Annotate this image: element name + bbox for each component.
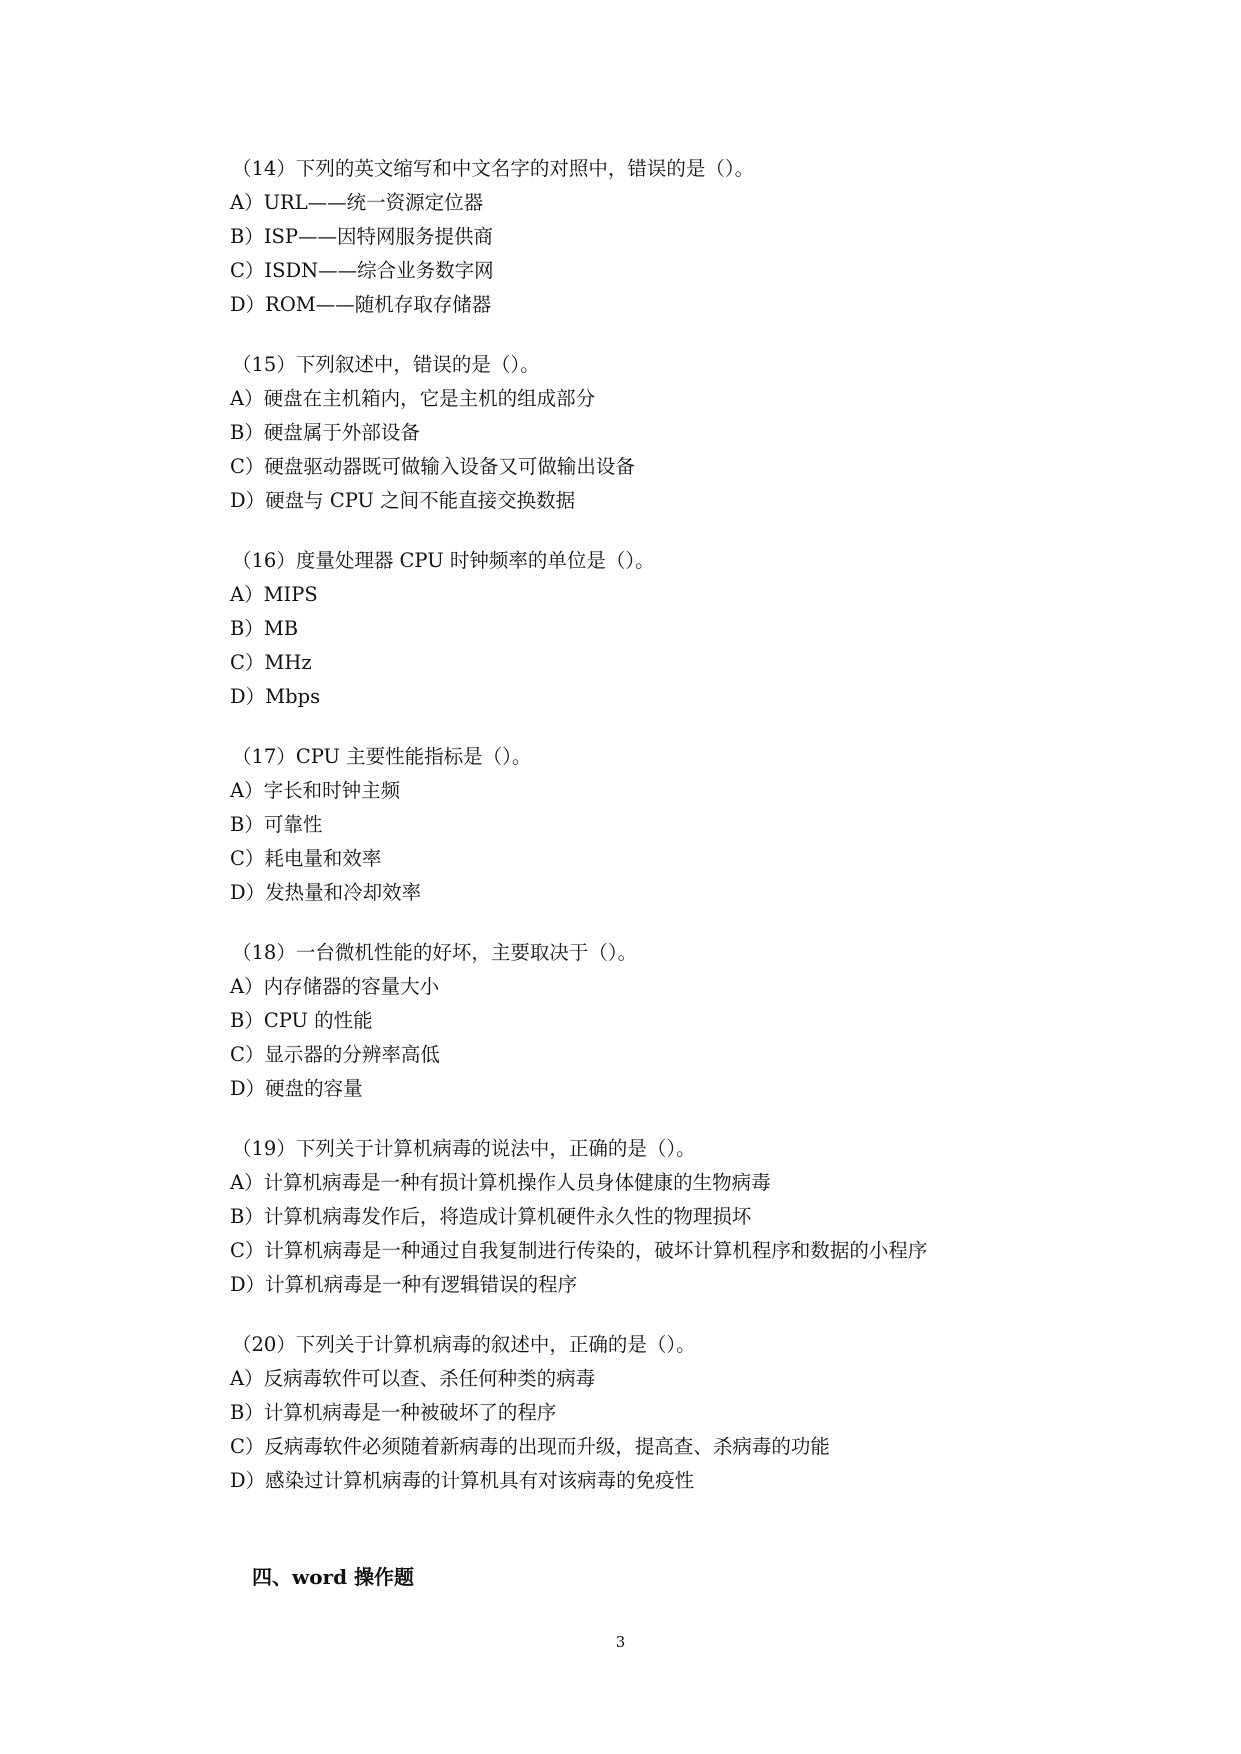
option-a: A）内存储器的容量大小 xyxy=(230,975,440,998)
question-14 xyxy=(230,152,1130,322)
option-d: D）硬盘的容量 xyxy=(230,1077,363,1100)
question-list xyxy=(230,152,1130,1524)
question-text: （15）下列叙述中，错误的是（）。 xyxy=(232,353,540,376)
question-17 xyxy=(230,740,1130,910)
question-text: （17）CPU 主要性能指标是（）。 xyxy=(232,745,532,768)
option-c: C）耗电量和效率 xyxy=(230,847,382,870)
section-heading: 四、word 操作题 xyxy=(252,1565,415,1589)
question-text: （14）下列的英文缩写和中文名字的对照中，错误的是（）。 xyxy=(232,157,755,180)
question-text: （20）下列关于计算机病毒的叙述中，正确的是（）。 xyxy=(232,1333,696,1356)
option-c: C）ISDN——综合业务数字网 xyxy=(230,259,494,282)
option-c: C）反病毒软件必须随着新病毒的出现而升级，提高查、杀病毒的功能 xyxy=(230,1435,830,1458)
option-d: D）感染过计算机病毒的计算机具有对该病毒的免疫性 xyxy=(230,1469,695,1492)
option-a: A）反病毒软件可以查、杀任何种类的病毒 xyxy=(230,1367,596,1390)
option-d: D）Mbps xyxy=(230,685,321,708)
option-d: D）计算机病毒是一种有逻辑错误的程序 xyxy=(230,1273,578,1296)
option-a: A）字长和时钟主频 xyxy=(230,779,401,802)
option-a: A）MIPS xyxy=(230,583,318,606)
option-b: B）ISP——因特网服务提供商 xyxy=(230,225,494,248)
option-b: B）CPU 的性能 xyxy=(230,1009,373,1032)
option-c: C）MHz xyxy=(230,651,312,674)
question-text: （18）一台微机性能的好坏，主要取决于（）。 xyxy=(232,941,638,964)
option-a: A）计算机病毒是一种有损计算机操作人员身体健康的生物病毒 xyxy=(230,1171,771,1194)
option-b: B）MB xyxy=(230,617,299,640)
question-text: （16）度量处理器 CPU 时钟频率的单位是（）。 xyxy=(232,549,655,572)
option-b: B）可靠性 xyxy=(230,813,323,836)
option-b: B）硬盘属于外部设备 xyxy=(230,421,420,444)
question-20 xyxy=(230,1328,1130,1498)
option-a: A）硬盘在主机箱内，它是主机的组成部分 xyxy=(230,387,596,410)
option-a: A）URL——统一资源定位器 xyxy=(230,191,484,214)
option-c: C）显示器的分辨率高低 xyxy=(230,1043,440,1066)
question-text: （19）下列关于计算机病毒的说法中，正确的是（）。 xyxy=(232,1137,696,1160)
option-d: D）发热量和冷却效率 xyxy=(230,881,422,904)
question-19 xyxy=(230,1132,1130,1302)
question-15 xyxy=(230,348,1130,518)
option-d: D）硬盘与 CPU 之间不能直接交换数据 xyxy=(230,489,576,512)
question-16 xyxy=(230,544,1130,714)
option-b: B）计算机病毒是一种被破坏了的程序 xyxy=(230,1401,557,1424)
option-c: C）硬盘驱动器既可做输入设备又可做输出设备 xyxy=(230,455,635,478)
question-18 xyxy=(230,936,1130,1106)
option-b: B）计算机病毒发作后，将造成计算机硬件永久性的物理损坏 xyxy=(230,1205,752,1228)
page-number: 3 xyxy=(615,1633,626,1651)
option-c: C）计算机病毒是一种通过自我复制进行传染的，破坏计算机程序和数据的小程序 xyxy=(230,1239,928,1262)
option-d: D）ROM——随机存取存储器 xyxy=(230,293,492,316)
